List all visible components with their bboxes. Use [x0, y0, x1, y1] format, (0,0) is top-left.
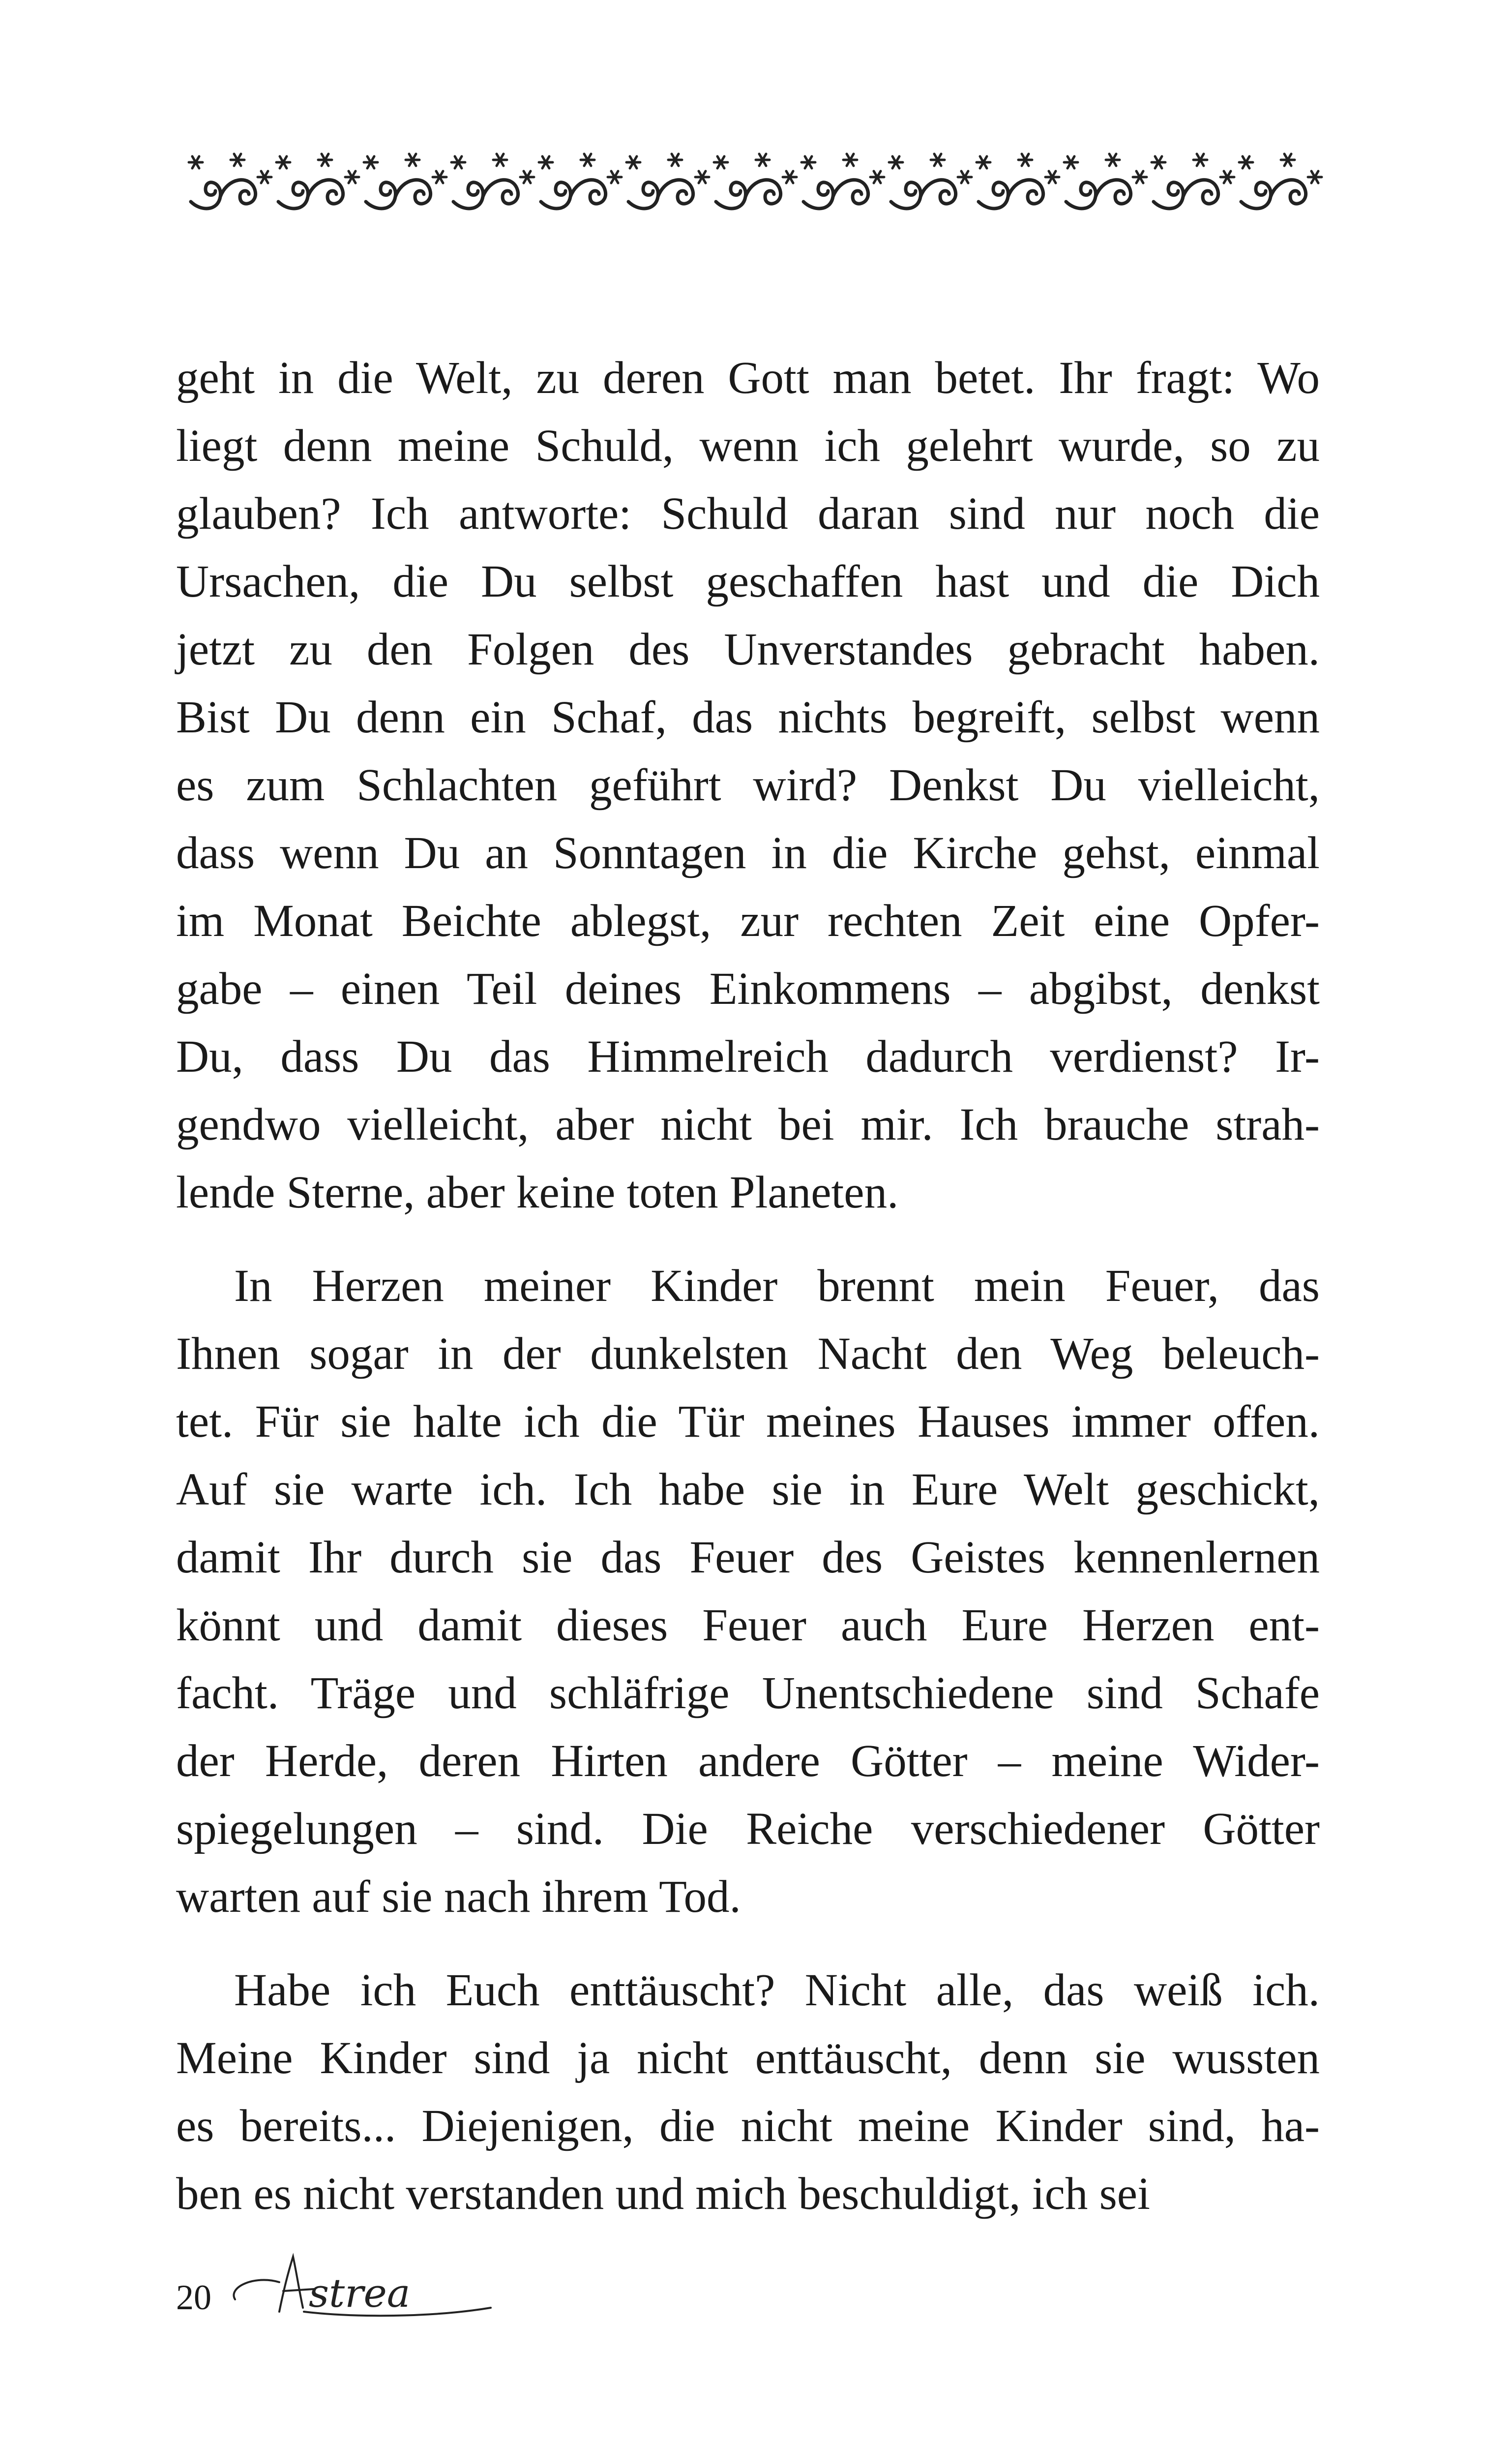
ornament-scroll [453, 180, 518, 209]
ornament-star [318, 154, 332, 166]
ornament-scroll [278, 180, 343, 209]
ornament-scroll [978, 180, 1043, 209]
ornament-scroll [891, 180, 956, 209]
ornament-scroll [1154, 180, 1218, 209]
ornament-scroll [716, 180, 781, 209]
body-text [176, 344, 1320, 2228]
ornament-scroll [1066, 180, 1131, 209]
ornament-star [958, 171, 972, 183]
ornament-star [714, 156, 728, 168]
ornament-scroll [541, 180, 606, 209]
ornament-star [1106, 154, 1120, 166]
ornament-star [231, 154, 244, 166]
ornament-scroll [1241, 180, 1306, 209]
text-line: könnt und damit dieses Feuer auch Eure Herzen ent- [176, 1600, 1320, 1651]
ornament-star [668, 154, 682, 166]
ornament-star [1064, 156, 1078, 168]
text-line: dass wenn Du an Sonntagen in die Kirche gehst, einmal [176, 828, 1320, 878]
ornament-star [1239, 156, 1253, 168]
ornament-star [520, 171, 534, 183]
text-line: Ursachen, die Du selbst geschaffen hast und die Dich [176, 556, 1320, 607]
paragraph [176, 344, 1320, 1227]
text-line: glauben? Ich antworte: Schuld daran sind nur noch die [176, 488, 1320, 539]
ornament-star [870, 171, 884, 183]
ornament-scroll [191, 180, 256, 209]
page-number: 20 [176, 2278, 211, 2317]
ornament-scroll [628, 180, 693, 209]
ornament-star [258, 171, 271, 183]
ornament-star [406, 154, 419, 166]
ornament-star [189, 156, 203, 168]
text-line: liegt denn meine Schuld, wenn ich gelehrt wurde, so zu [176, 421, 1320, 471]
text-line: warten auf sie nach ihrem Tod. [176, 1871, 741, 1922]
text-line: jetzt zu den Folgen des Unverstandes gebracht haben. [176, 624, 1320, 675]
ornament-star [451, 156, 465, 168]
ornament-star [843, 154, 857, 166]
text-line: geht in die Welt, zu deren Gott man betet. Ihr fragt: Wo [176, 353, 1320, 403]
text-line: In Herzen meiner Kinder brennt mein Feuer, das [234, 1261, 1320, 1311]
ornament-scroll [366, 180, 431, 209]
text-line: gendwo vielleicht, aber nicht bei mir. Ich brauche strah- [176, 1099, 1320, 1150]
text-line: es zum Schlachten geführt wird? Denkst Du vielleicht, [176, 760, 1320, 811]
text-line: gabe – einen Teil deines Einkommens – abgibst, denkst [176, 964, 1320, 1014]
text-line: im Monat Beichte ablegst, zur rechten Zeit eine Opfer- [176, 896, 1320, 946]
ornament-star [1220, 171, 1234, 183]
ornament-star [1308, 171, 1322, 183]
decorative-header-border [176, 148, 1341, 221]
ornament-scroll [803, 180, 868, 209]
text-line: tet. Für sie halte ich die Tür meines Hauses immer offen. [176, 1396, 1320, 1447]
ornament-star [977, 156, 990, 168]
ornament-star [345, 171, 359, 183]
ornament-star [931, 154, 945, 166]
ornament-star [581, 154, 594, 166]
ornament-star [493, 154, 507, 166]
text-line: Habe ich Euch enttäuscht? Nicht alle, das weiß ich. [234, 1965, 1320, 2016]
astrea-logo [225, 2253, 501, 2322]
ornament-star [539, 156, 553, 168]
ornament-star [889, 156, 903, 168]
text-line: Auf sie warte ich. Ich habe sie in Eure Welt geschickt, [176, 1464, 1320, 1515]
text-line: Ihnen sogar in der dunkelsten Nacht den Weg beleuch- [176, 1328, 1320, 1379]
text-line: Bist Du denn ein Schaf, das nichts begreift, selbst wenn [176, 692, 1320, 743]
ornament-star [608, 171, 622, 183]
ornament-star [626, 156, 640, 168]
paragraph [176, 1252, 1320, 1931]
text-line: Meine Kinder sind ja nicht enttäuscht, denn sie wussten [176, 2033, 1320, 2083]
text-line: spiegelungen – sind. Die Reiche verschiedener Götter [176, 1804, 1320, 1854]
ornament-star [1018, 154, 1032, 166]
text-line: lende Sterne, aber keine toten Planeten. [176, 1167, 899, 1218]
svg-text:strea: strea [309, 2270, 411, 2316]
text-line: Du, dass Du das Himmelreich dadurch verdienst? Ir- [176, 1031, 1320, 1082]
ornament-star [433, 171, 446, 183]
ornament-star [276, 156, 290, 168]
ornament-star [1193, 154, 1207, 166]
ornament-star [783, 171, 797, 183]
ornament-star [1152, 156, 1165, 168]
ornament-star [364, 156, 378, 168]
text-line: der Herde, deren Hirten andere Götter – meine Wider- [176, 1736, 1320, 1786]
paragraph [176, 1957, 1320, 2228]
ornament-star [1133, 171, 1147, 183]
text-line: facht. Träge und schläfrige Unentschiedene sind Schafe [176, 1668, 1320, 1719]
ornament-star [1045, 171, 1059, 183]
ornament-star [1281, 154, 1295, 166]
page-footer [176, 2253, 569, 2322]
text-line: es bereits... Diejenigen, die nicht meine Kinder sind, ha- [176, 2101, 1320, 2151]
ornament-star [756, 154, 770, 166]
text-line: ben es nicht verstanden und mich beschuldigt, ich sei [176, 2169, 1150, 2219]
text-line: damit Ihr durch sie das Feuer des Geistes kennenlernen [176, 1532, 1320, 1583]
ornament-star [801, 156, 815, 168]
ornament-star [695, 171, 709, 183]
